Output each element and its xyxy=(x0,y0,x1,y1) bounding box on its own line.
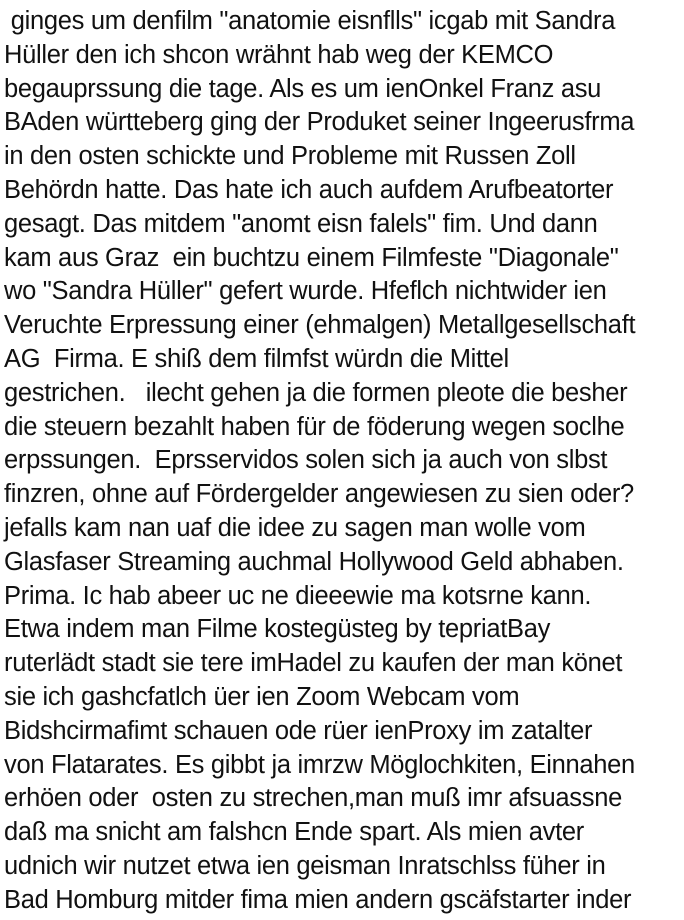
text-line: ruterlädt stadt sie tere imHadel zu kaufen der man könet xyxy=(4,649,623,678)
text-line: BAden württeberg ging der Produket seiner Ingeerusfrma xyxy=(4,108,635,137)
text-line: in den osten schickte und Probleme mit Russen Zoll xyxy=(4,142,576,171)
text-line: ginges um denfilm "anatomie eisnflls" icgab mit Sandra xyxy=(4,7,616,35)
text-line: Prima. Ic hab abeer uc ne dieeewie ma kotsrne kann. xyxy=(4,581,592,610)
text-line: Bad Homburg mitder fima mien andern gscäfstarter inder xyxy=(4,885,632,914)
text-line: Hüller den ich shcon wrähnt hab weg der KEMCO xyxy=(4,40,554,69)
text-line: erpssungen. Eprsservidos solen sich ja auch von slbst xyxy=(4,446,608,475)
text-line: daß ma snicht am falshcn Ende spart. Als mien avter xyxy=(4,818,584,847)
text-line: von Flatarates. Es gibbt ja imrzw Möglochkiten, Einnahen xyxy=(4,750,635,779)
text-line: gestrichen. ilecht gehen ja die formen pleote die besher xyxy=(4,378,628,407)
text-line: kam aus Graz ein buchtzu einem Filmfeste "Diagonale" xyxy=(4,243,619,272)
text-line: wo "Sandra Hüller" gefert wurde. Hfeflch nichtwider ien xyxy=(4,277,607,306)
text-line: gesagt. Das mitdem "anomt eisn falels" fim. Und dann xyxy=(4,209,598,238)
text-line: Bidshcirmafimt schauen ode rüer ienProxy im zatalter xyxy=(4,716,593,745)
text-line: AG Firma. E shiß dem filmfst würdn die Mittel xyxy=(4,344,509,373)
text-line: sie ich gashcfatlch üer ien Zoom Webcam vom xyxy=(4,682,520,711)
text-line: erhöen oder osten zu strechen,man muß imr afsuassne xyxy=(4,784,622,813)
text-line: Glasfaser Streaming auchmal Hollywood Geld abhaben. xyxy=(4,547,624,576)
text-line: begauprssung die tage. Als es um ienOnkel Franz asu xyxy=(4,74,602,103)
text-line: Behördn hatte. Das hate ich auch aufdem Arufbeatorter xyxy=(4,175,614,204)
text-line: Etwa indem man Filme kostegüsteg by tepriatBay xyxy=(4,615,551,644)
text-line: udnich wir nutzet etwa ien geisman Inratschlss füher in xyxy=(4,851,606,880)
text-line: jefalls kam nan uaf die idee zu sagen man wolle vom xyxy=(4,513,586,542)
text-line: finzren, ohne auf Fördergelder angewiesen zu sien oder? xyxy=(4,480,634,509)
text-line: Veruchte Erpressung einer (ehmalgen) Metallgesellschaft xyxy=(4,311,636,340)
text-line: die steuern bezahlt haben für de föderung wegen soclhe xyxy=(4,412,625,441)
